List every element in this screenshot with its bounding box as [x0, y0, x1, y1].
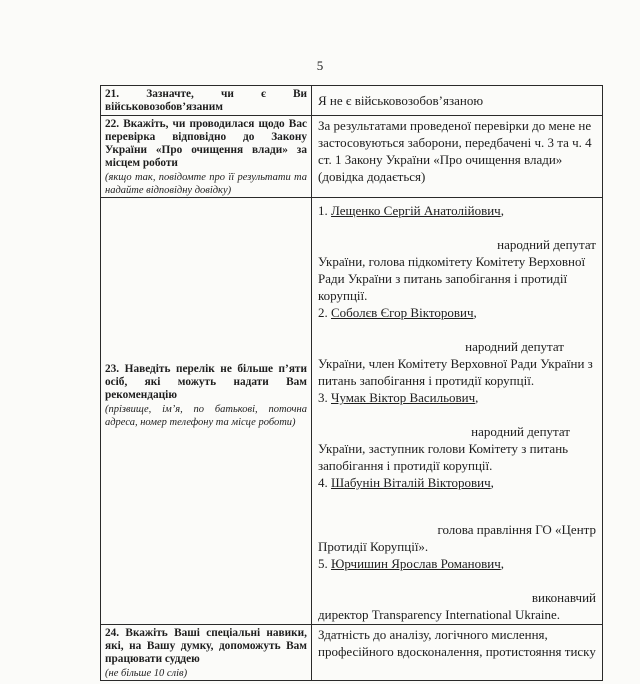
recommender-name: Чумак Віктор Васильович: [331, 390, 476, 405]
table-row: [101, 198, 603, 625]
recommender-name: Лещенко Сергій Анатолійович: [331, 203, 501, 218]
recommender-role: України, член Комітету Верховної Ради України з питань запобігання і протидії корупції.: [318, 356, 593, 388]
question-note: (прізвище, ім’я, по батькові, поточна адреса, номер телефону та місце роботи): [105, 404, 307, 428]
recommender-role: Протидії Корупції».: [318, 539, 429, 554]
recommender-name: Шабунін Віталій Вікторович: [331, 475, 491, 490]
answer-text: Здатність до аналізу, логічного мислення, професійного вдосконалення, протистояння тиску: [318, 627, 596, 659]
recommender-number: 3.: [318, 390, 331, 405]
question-note: (не більше 10 слів): [105, 668, 188, 679]
recommender-role: народний депутат: [497, 237, 596, 252]
recommender-number: 4.: [318, 475, 331, 490]
question-note: (якщо так, повідомте про її результати та надайте відповідну довідку): [105, 172, 307, 196]
answer-text: Я не є військовозобов’язаною: [318, 93, 484, 108]
recommender-name: Соболєв Єгор Вікторович: [331, 305, 474, 320]
question-cell: [101, 116, 312, 198]
recommender-role: директор Transparency International Ukraine.: [318, 607, 561, 622]
table-row: [101, 625, 603, 681]
recommender-role: України, заступник голови Комітету з питань запобігання і протидії корупції.: [318, 441, 569, 473]
question-cell: [101, 198, 312, 625]
table-row: [101, 86, 603, 116]
question-text: 24. Вкажіть Ваші спеціальні навики, які, на Вашу думку, допоможуть Вам працювати суддею: [105, 627, 307, 665]
recommender-4: 4. Шабунін Віталій Вікторович,: [318, 475, 494, 490]
question-text: 22. Вкажіть, чи проводилася щодо Вас перевірка відповідно до Закону України «Про очищення влади» за місцем роботи: [105, 118, 307, 169]
recommender-1: 1. Лещенко Сергій Анатолійович,: [318, 203, 504, 218]
question-cell: [101, 86, 312, 116]
recommender-5: 5. Юрчишин Ярослав Романович,: [318, 556, 505, 571]
question-cell: [101, 625, 312, 681]
recommender-role: народний депутат: [465, 339, 564, 354]
recommender-role: голова правління ГО «Центр: [437, 522, 596, 537]
recommender-role: України, голова підкомітету Комітету Верховної Ради України з питань запобігання і протидії корупції.: [318, 254, 586, 303]
recommenders-cell: [312, 198, 603, 625]
recommender-3: 3. Чумак Віктор Васильович,: [318, 390, 479, 405]
recommender-role: виконавчий: [531, 590, 596, 605]
page-number: 5: [316, 58, 324, 73]
recommender-number: 5.: [318, 556, 331, 571]
question-text: 21. Зазначте, чи є Ви військовозобов’язаним: [105, 88, 307, 113]
answer-cell: [312, 86, 603, 116]
recommender-2: 2. Соболєв Єгор Вікторович,: [318, 305, 477, 320]
recommender-name: Юрчишин Ярослав Романович: [331, 556, 501, 571]
answer-cell: [312, 625, 603, 681]
answer-cell: [312, 116, 603, 198]
recommender-role: народний депутат: [471, 424, 570, 439]
recommender-number: 1.: [318, 203, 331, 218]
recommender-number: 2.: [318, 305, 331, 320]
table-row: [101, 116, 603, 198]
question-text: 23. Наведіть перелік не більше п’яти осіб, які можуть надати Вам рекомендацію: [105, 363, 307, 401]
answer-text: За результатами проведеної перевірки до мене не застосовуються заборони, передбачені ч. 3 та ч. 4 ст. 1 Закону України «Про очищення влади» (довідка додається): [318, 118, 592, 184]
questionnaire-table: [100, 85, 603, 681]
